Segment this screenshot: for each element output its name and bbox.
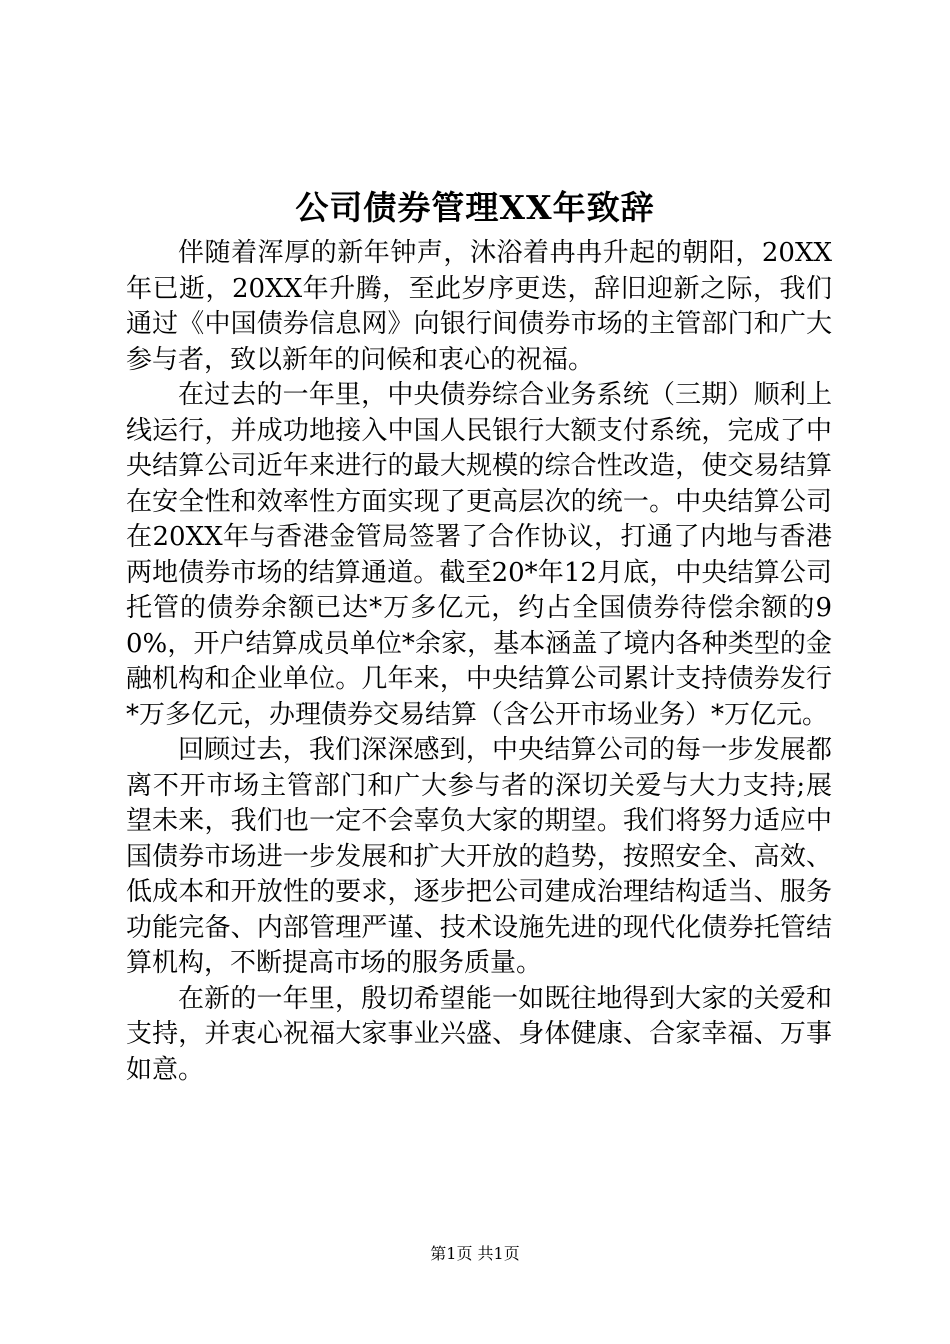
paragraph-1: 伴随着浑厚的新年钟声，沐浴着冉冉升起的朝阳，20XX年已逝，20XX年升腾，至此岁序更迭，辞旧迎新之际，我们通过《中国债券信息网》向银行间债券市场的主管部门和广大参与者，致以新年的问候和衷心的祝福。 — [126, 238, 832, 375]
page-footer: 第1页 共1页 — [430, 1244, 520, 1263]
paragraph-3: 回顾过去，我们深深感到，中央结算公司的每一步发展都离不开市场主管部门和广大参与者的深切关爱与大力支持;展望未来，我们也一定不会辜负大家的期望。我们将努力适应中国债券市场进一步发展和扩大开放的趋势，按照安全、高效、低成本和开放性的要求，逐步把公司建成治理结构适当、服务功能完备、内部管理严谨、技术设施先进的现代化债券托管结算机构，不断提高市场的服务质量。 — [126, 735, 832, 978]
paragraph-2: 在过去的一年里，中央债券综合业务系统（三期）顺利上线运行，并成功地接入中国人民银行大额支付系统，完成了中央结算公司近年来进行的最大规模的综合性改造，使交易结算在安全性和效率性方面实现了更高层次的统一。中央结算公司在20XX年与香港金管局签署了合作协议，打通了内地与香港两地债券市场的结算通道。截至20*年12月底，中央结算公司托管的债券余额已达*万多亿元，约占全国债券待偿余额的90%，开户结算成员单位*余家，基本涵盖了境内各种类型的金融机构和企业单位。几年来，中央结算公司累计支持债券发行*万多亿元，办理债券交易结算（含公开市场业务）*万亿元。 — [126, 380, 832, 730]
paragraph-4: 在新的一年里，殷切希望能一如既往地得到大家的关爱和支持，并衷心祝福大家事业兴盛、身体健康、合家幸福、万事如意。 — [126, 983, 832, 1085]
document-title: 公司债券管理XX年致辞 — [295, 188, 655, 227]
document-body — [126, 236, 832, 1088]
